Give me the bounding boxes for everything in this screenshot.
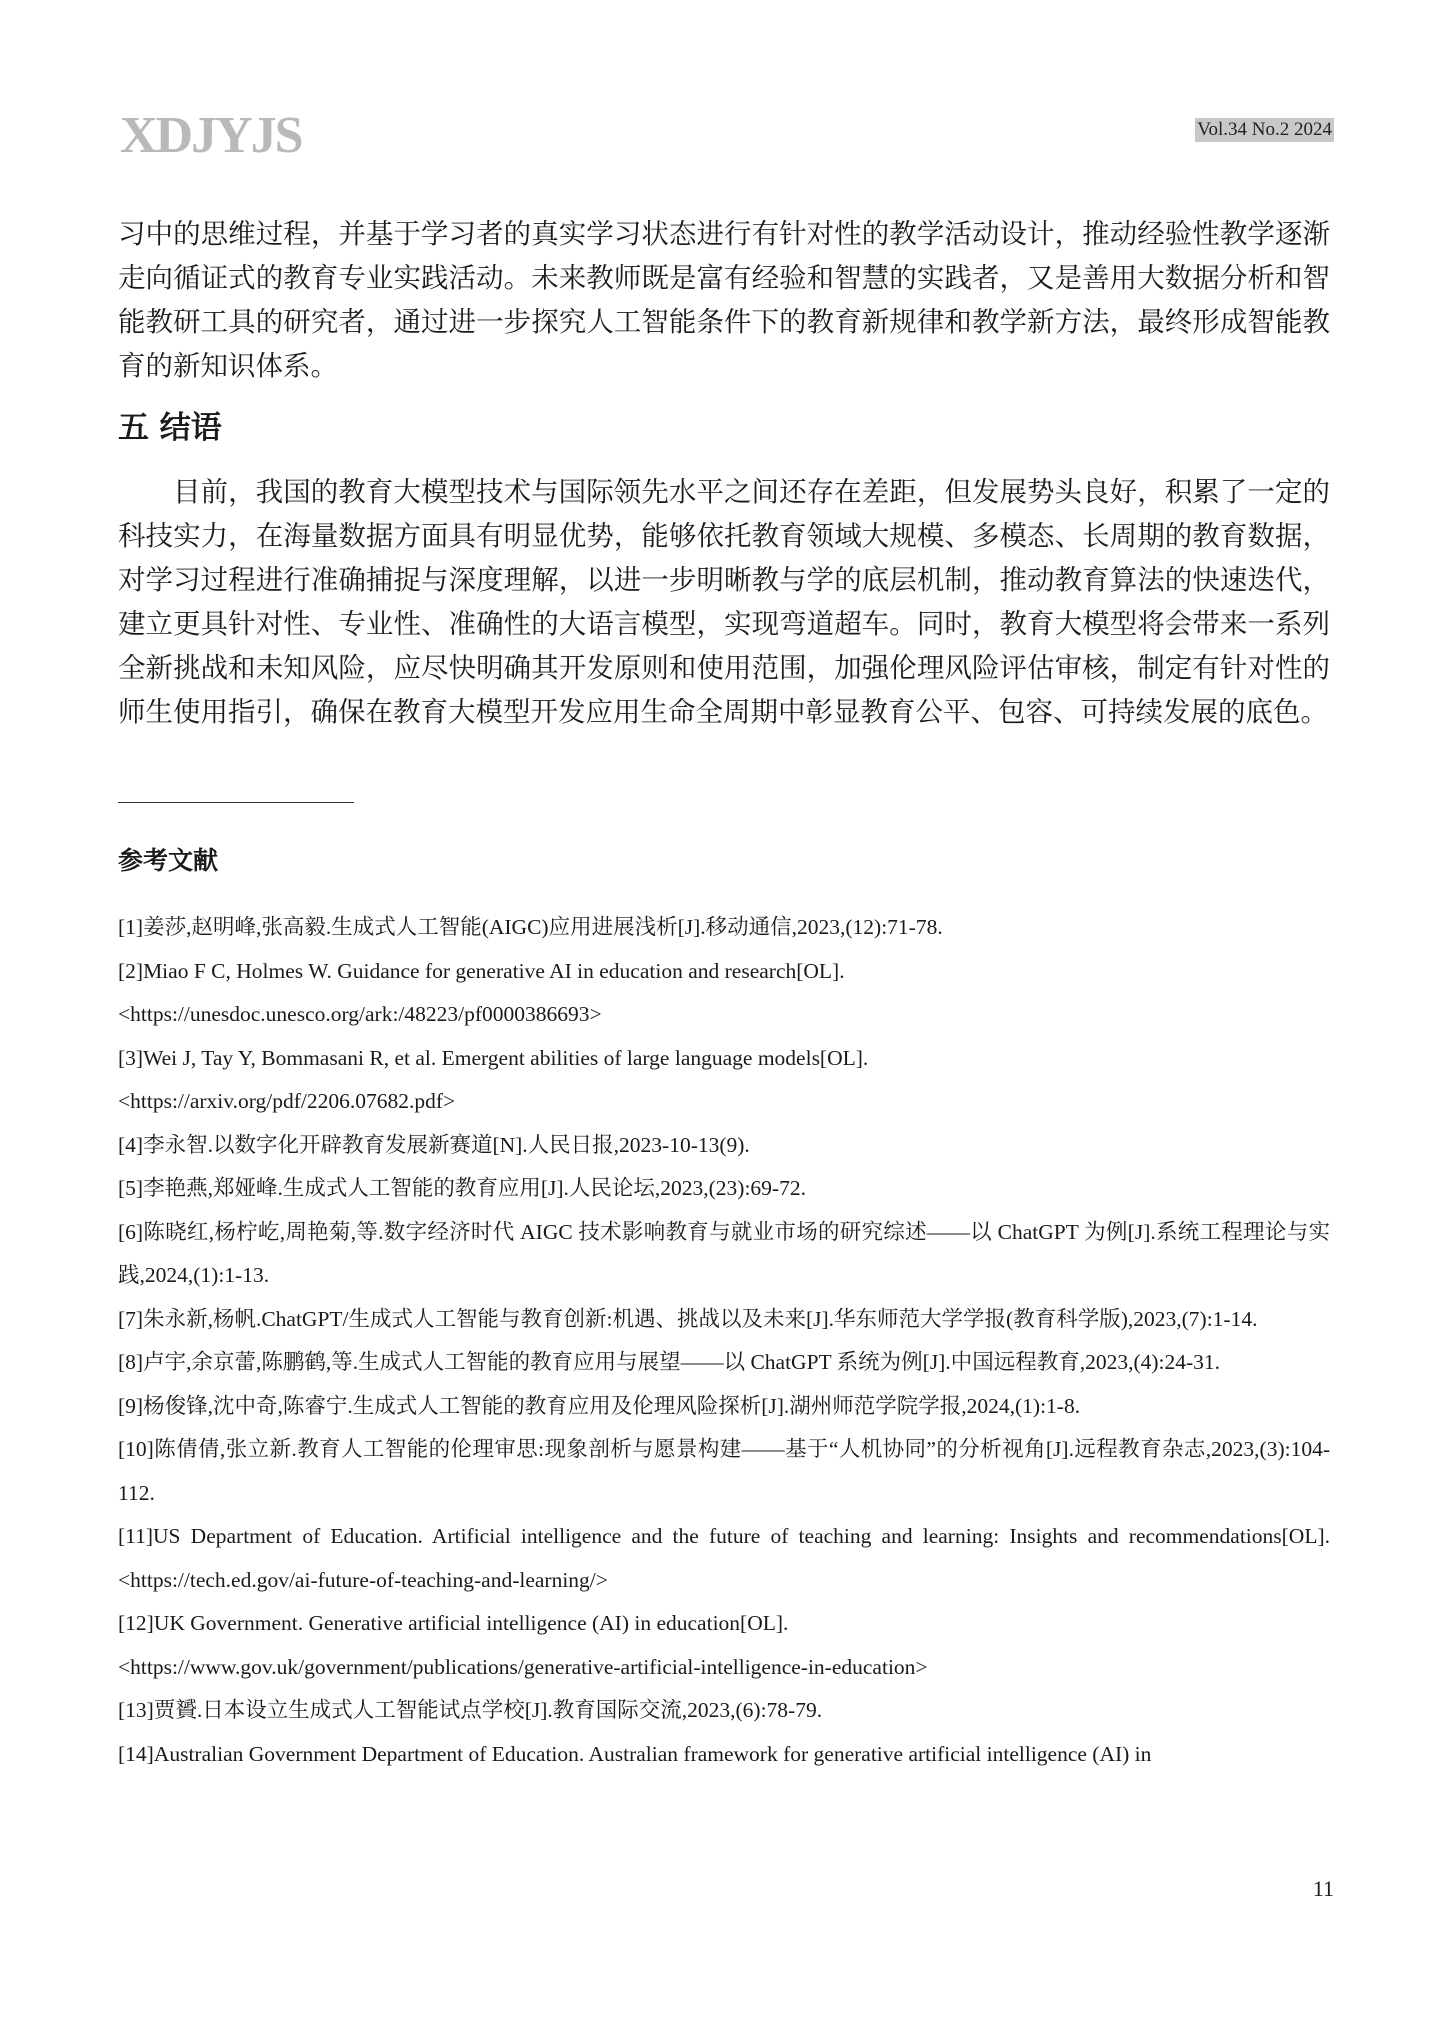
reference-item: [118, 1733, 1330, 1777]
reference-text: [3]Wei J, Tay Y, Bommasani R, et al. Emergent abilities of large language models[OL].: [118, 1045, 869, 1070]
conclusion-block: [118, 470, 1330, 734]
reference-text: [2]Miao F C, Holmes W. Guidance for generative AI in education and research[OL].: [118, 958, 845, 983]
reference-text: [1]姜莎,赵明峰,张高毅.生成式人工智能(AIGC)应用进展浅析[J].移动通信,2023,(12):71-78.: [118, 915, 943, 939]
reference-text: [8]卢宇,余京蕾,陈鹏鹤,等.生成式人工智能的教育应用与展望——以 ChatGPT 系统为例[J].中国远程教育,2023,(4):24-31.: [118, 1350, 1221, 1374]
reference-url: <https://unesdoc.unesco.org/ark:/48223/pf0000386693>: [118, 1002, 602, 1026]
reference-text: [13]贾贇.日本设立生成式人工智能试点学校[J].教育国际交流,2023,(6):78-79.: [118, 1698, 823, 1722]
reference-item: [118, 1428, 1330, 1515]
reference-url: <https://www.gov.uk/government/publications/generative-artificial-intelligence-in-education>: [118, 1654, 928, 1679]
reference-text: [14]Australian Government Department of Education. Australian framework for generative artificial intelligence (AI) in: [118, 1741, 1152, 1766]
reference-item: [118, 1689, 1330, 1733]
reference-text: [10]陈倩倩,张立新.教育人工智能的伦理审思:现象剖析与愿景构建——基于“人机协同”的分析视角[J].远程教育杂志,2023,(3):104-112.: [118, 1437, 1330, 1505]
reference-text: [7]朱永新,杨帆.ChatGPT/生成式人工智能与教育创新:机遇、挑战以及未来[J].华东师范大学学报(教育科学版),2023,(7):1-14.: [118, 1306, 1258, 1331]
references-title: 参考文献: [118, 846, 219, 875]
reference-text: [11]US Department of Education. Artificial intelligence and the future of teaching and learning: Insights and recommendations[OL]. <https://tech.ed.gov/ai-future-of-teaching-and-learning/>: [118, 1524, 1330, 1592]
reference-text: [4]李永智.以数字化开辟教育发展新赛道[N].人民日报,2023-10-13(9).: [118, 1132, 750, 1157]
section-heading: 五 结语: [118, 410, 222, 446]
volume-label: Vol.34 No.2 2024: [1197, 119, 1332, 140]
references-list: [118, 906, 1330, 1776]
page-number: 11: [1312, 1876, 1334, 1901]
reference-item: [118, 1341, 1330, 1385]
reference-item: [118, 1298, 1330, 1342]
reference-item: [118, 906, 1330, 950]
section-heading-block: [118, 406, 1330, 450]
footnote-divider: [118, 802, 354, 803]
reference-item: [118, 1167, 1330, 1211]
conclusion-paragraph: 目前，我国的教育大模型技术与国际领先水平之间还存在差距，但发展势头良好，积累了一定的科技实力，在海量数据方面具有明显优势，能够依托教育领域大规模、多模态、长周期的教育数据，对学习过程进行准确捕捉与深度理解，以进一步明晰教与学的底层机制，推动教育算法的快速迭代，建立更具针对性、专业性、准确性的大语言模型，实现弯道超车。同时，教育大模型将会带来一系列全新挑战和未知风险，应尽快明确其开发原则和使用范围，加强伦理风险评估审核，制定有针对性的师生使用指引，确保在教育大模型开发应用生命全周期中彰显教育公平、包容、可持续发展的底色。: [118, 476, 1330, 728]
reference-item: [118, 1602, 1330, 1689]
main-body: [118, 212, 1330, 388]
references-section: [118, 844, 1330, 878]
reference-text: [12]UK Government. Generative artificial intelligence (AI) in education[OL].: [118, 1611, 789, 1635]
references-list-wrapper: [118, 906, 1330, 1776]
reference-text: [6]陈晓红,杨柠屹,周艳菊,等.数字经济时代 AIGC 技术影响教育与就业市场的研究综述——以 ChatGPT 为例[J].系统工程理论与实践,2024,(1):1-13.: [118, 1219, 1330, 1287]
reference-item: [118, 1515, 1330, 1602]
journal-logo: XDJYJS: [120, 107, 302, 164]
intro-paragraph: 习中的思维过程，并基于学习者的真实学习状态进行有针对性的教学活动设计，推动经验性教学逐渐走向循证式的教育专业实践活动。未来教师既是富有经验和智慧的实践者，又是善用大数据分析和智能教研工具的研究者，通过进一步探究人工智能条件下的教育新规律和教学新方法，最终形成智能教育的新知识体系。: [118, 218, 1330, 382]
reference-text: [5]李艳燕,郑娅峰.生成式人工智能的教育应用[J].人民论坛,2023,(23):69-72.: [118, 1176, 806, 1200]
reference-item: [118, 1124, 1330, 1168]
reference-text: [9]杨俊锋,沈中奇,陈睿宁.生成式人工智能的教育应用及伦理风险探析[J].湖州师范学院学报,2024,(1):1-8.: [118, 1393, 1081, 1418]
reference-item: [118, 950, 1330, 1037]
reference-item: [118, 1037, 1330, 1124]
reference-item: [118, 1211, 1330, 1298]
reference-url: <https://arxiv.org/pdf/2206.07682.pdf>: [118, 1089, 456, 1113]
reference-item: [118, 1385, 1330, 1429]
